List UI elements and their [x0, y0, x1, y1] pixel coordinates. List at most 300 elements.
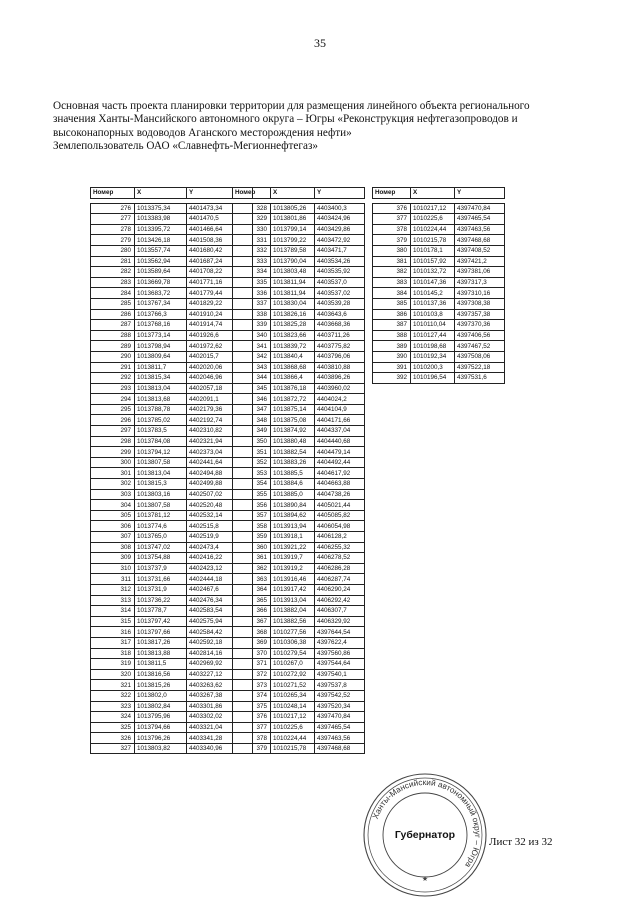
- point-number: 297: [91, 426, 135, 437]
- table-row: [233, 214, 365, 225]
- y-coordinate: 4397470,84: [455, 203, 505, 214]
- x-coordinate: 1013916,46: [271, 574, 315, 585]
- table-row: [233, 584, 365, 595]
- table-row: [233, 510, 365, 521]
- x-coordinate: 1010145,2: [411, 288, 455, 299]
- y-coordinate: 4397467,52: [455, 341, 505, 352]
- table-row: [91, 362, 253, 373]
- y-coordinate: 4402423,12: [187, 563, 253, 574]
- y-coordinate: 4397468,68: [315, 743, 365, 754]
- point-number: 348: [233, 415, 271, 426]
- x-coordinate: 1013882,54: [271, 447, 315, 458]
- point-number: 286: [91, 309, 135, 320]
- point-number: 352: [233, 457, 271, 468]
- x-coordinate: 1010217,12: [411, 203, 455, 214]
- x-coordinate: 1010127,44: [411, 330, 455, 341]
- y-coordinate: 4397520,34: [315, 701, 365, 712]
- x-coordinate: 1013811,94: [271, 288, 315, 299]
- x-coordinate: 1013798,94: [135, 341, 187, 352]
- x-coordinate: 1010277,56: [271, 627, 315, 638]
- table-row: [91, 616, 253, 627]
- point-number: 312: [91, 584, 135, 595]
- column-header-y: Y: [455, 188, 505, 199]
- column-header-y: Y: [315, 188, 365, 199]
- point-number: 375: [233, 701, 271, 712]
- table-row: [233, 532, 365, 543]
- y-coordinate: 4402494,88: [187, 468, 253, 479]
- y-coordinate: 4401926,6: [187, 330, 253, 341]
- y-coordinate: 4397370,36: [455, 320, 505, 331]
- table-row: [91, 553, 253, 564]
- point-number: 371: [233, 659, 271, 670]
- point-number: 313: [91, 595, 135, 606]
- point-number: 342: [233, 351, 271, 362]
- point-number: 288: [91, 330, 135, 341]
- point-number: 323: [91, 701, 135, 712]
- point-number: 290: [91, 351, 135, 362]
- header-line-1: Основная часть проекта планировки территории для размещения линейного объекта регионального: [53, 100, 530, 112]
- y-coordinate: 4403537,02: [315, 288, 365, 299]
- table-row: [233, 468, 365, 479]
- x-coordinate: 1010200,3: [411, 362, 455, 373]
- y-coordinate: 4401910,24: [187, 309, 253, 320]
- y-coordinate: 4403535,92: [315, 267, 365, 278]
- x-coordinate: 1013802,0: [135, 690, 187, 701]
- x-coordinate: 1013683,72: [135, 288, 187, 299]
- point-number: 338: [233, 309, 271, 320]
- table-row: [91, 701, 253, 712]
- table-row: [91, 532, 253, 543]
- coordinates-table-3: [372, 187, 505, 384]
- x-coordinate: 1010265,34: [271, 690, 315, 701]
- x-coordinate: 1010267,0: [271, 659, 315, 670]
- table-row: [233, 383, 365, 394]
- x-coordinate: 1010272,92: [271, 669, 315, 680]
- x-coordinate: 1013794,66: [135, 722, 187, 733]
- x-coordinate: 1013803,82: [135, 743, 187, 754]
- x-coordinate: 1010224,44: [271, 733, 315, 744]
- table-row: [91, 309, 253, 320]
- y-coordinate: 4397310,16: [455, 288, 505, 299]
- table-row: [233, 690, 365, 701]
- y-coordinate: 4397468,68: [455, 235, 505, 246]
- y-coordinate: 4406329,92: [315, 616, 365, 627]
- x-coordinate: 1013799,22: [271, 235, 315, 246]
- x-coordinate: 1013669,78: [135, 277, 187, 288]
- y-coordinate: 4403668,36: [315, 320, 365, 331]
- column-header-number: Номер: [91, 188, 135, 199]
- table-row: [91, 224, 253, 235]
- x-coordinate: 1010248,14: [271, 701, 315, 712]
- point-number: 293: [91, 383, 135, 394]
- table-row: [233, 245, 365, 256]
- official-seal: [360, 770, 490, 900]
- x-coordinate: 1013805,26: [271, 203, 315, 214]
- point-number: 305: [91, 510, 135, 521]
- point-number: 374: [233, 690, 271, 701]
- y-coordinate: 4402592,18: [187, 637, 253, 648]
- y-coordinate: 4403267,38: [187, 690, 253, 701]
- table-row: [233, 362, 365, 373]
- seal-center-text: Губернатор: [394, 829, 456, 841]
- point-number: 372: [233, 669, 271, 680]
- table-row: [91, 394, 253, 405]
- header-line-3: высоконапорных водоводов Аганского месторождения нефти»: [53, 126, 352, 139]
- x-coordinate: 1013894,62: [271, 510, 315, 521]
- table-row: [91, 256, 253, 267]
- x-coordinate: 1013794,12: [135, 447, 187, 458]
- table-row: [91, 521, 253, 532]
- y-coordinate: 4402814,16: [187, 648, 253, 659]
- point-number: 333: [233, 256, 271, 267]
- point-number: 377: [233, 722, 271, 733]
- y-coordinate: 4401914,74: [187, 320, 253, 331]
- x-coordinate: 1013884,6: [271, 479, 315, 490]
- x-coordinate: 1013840,4: [271, 351, 315, 362]
- point-number: 283: [91, 277, 135, 288]
- y-coordinate: 4403796,06: [315, 351, 365, 362]
- table-row: [373, 309, 505, 320]
- y-coordinate: 4401829,22: [187, 298, 253, 309]
- y-coordinate: 4402015,7: [187, 351, 253, 362]
- table-row: [91, 743, 253, 754]
- point-number: 295: [91, 404, 135, 415]
- y-coordinate: 4403960,02: [315, 383, 365, 394]
- x-coordinate: 1013830,04: [271, 298, 315, 309]
- x-coordinate: 1013813,04: [135, 468, 187, 479]
- table-row: [233, 680, 365, 691]
- point-number: 347: [233, 404, 271, 415]
- point-number: 368: [233, 627, 271, 638]
- point-number: 353: [233, 468, 271, 479]
- y-coordinate: 4397317,3: [455, 277, 505, 288]
- point-number: 327: [91, 743, 135, 754]
- x-coordinate: 1013811,94: [271, 277, 315, 288]
- x-coordinate: 1010271,52: [271, 680, 315, 691]
- x-coordinate: 1010215,78: [411, 235, 455, 246]
- point-number: 337: [233, 298, 271, 309]
- table-row: [91, 510, 253, 521]
- y-coordinate: 4397531,6: [455, 373, 505, 384]
- table-header-row: [373, 188, 505, 199]
- point-number: 317: [91, 637, 135, 648]
- x-coordinate: 1013783,5: [135, 426, 187, 437]
- y-coordinate: 4402444,18: [187, 574, 253, 585]
- point-number: 350: [233, 436, 271, 447]
- x-coordinate: 1010110,04: [411, 320, 455, 331]
- point-number: 354: [233, 479, 271, 490]
- table-row: [91, 415, 253, 426]
- table-row: [233, 637, 365, 648]
- x-coordinate: 1013773,14: [135, 330, 187, 341]
- point-number: 331: [233, 235, 271, 246]
- table-row: [233, 298, 365, 309]
- point-number: 324: [91, 712, 135, 723]
- point-number: 341: [233, 341, 271, 352]
- y-coordinate: 4402507,02: [187, 489, 253, 500]
- x-coordinate: 1013919,2: [271, 563, 315, 574]
- y-coordinate: 4401687,24: [187, 256, 253, 267]
- point-number: 291: [91, 362, 135, 373]
- table-row: [233, 457, 365, 468]
- column-header-x: X: [135, 188, 187, 199]
- x-coordinate: 1013913,04: [271, 595, 315, 606]
- y-coordinate: 4404104,9: [315, 404, 365, 415]
- x-coordinate: 1010306,38: [271, 637, 315, 648]
- point-number: 284: [91, 288, 135, 299]
- table-header-row: [233, 188, 365, 199]
- point-number: 335: [233, 277, 271, 288]
- y-coordinate: 4403321,04: [187, 722, 253, 733]
- x-coordinate: 1013876,18: [271, 383, 315, 394]
- point-number: 344: [233, 373, 271, 384]
- y-coordinate: 4397540,1: [315, 669, 365, 680]
- x-coordinate: 1013913,94: [271, 521, 315, 532]
- y-coordinate: 4403643,6: [315, 309, 365, 320]
- x-coordinate: 1013875,08: [271, 415, 315, 426]
- y-coordinate: 4397644,54: [315, 627, 365, 638]
- table-row: [91, 288, 253, 299]
- point-number: 391: [373, 362, 411, 373]
- point-number: 302: [91, 479, 135, 490]
- y-coordinate: 4402499,88: [187, 479, 253, 490]
- y-coordinate: 4404337,04: [315, 426, 365, 437]
- point-number: 303: [91, 489, 135, 500]
- point-number: 365: [233, 595, 271, 606]
- table-row: [373, 267, 505, 278]
- x-coordinate: 1013784,08: [135, 436, 187, 447]
- y-coordinate: 4404479,14: [315, 447, 365, 458]
- point-number: 378: [373, 224, 411, 235]
- point-number: 277: [91, 214, 135, 225]
- y-coordinate: 4405085,82: [315, 510, 365, 521]
- x-coordinate: 1013765,0: [135, 532, 187, 543]
- table-row: [233, 224, 365, 235]
- table-row: [373, 351, 505, 362]
- x-coordinate: 1010192,34: [411, 351, 455, 362]
- table-row: [233, 500, 365, 511]
- x-coordinate: 1013801,86: [271, 214, 315, 225]
- x-coordinate: 1013803,48: [271, 267, 315, 278]
- table-row: [233, 447, 365, 458]
- x-coordinate: 1013921,22: [271, 542, 315, 553]
- x-coordinate: 1013890,84: [271, 500, 315, 511]
- y-coordinate: 4401771,16: [187, 277, 253, 288]
- point-number: 345: [233, 383, 271, 394]
- column-header-y: Y: [187, 188, 253, 199]
- document-header: [53, 100, 593, 154]
- point-number: 285: [91, 298, 135, 309]
- y-coordinate: 4403301,86: [187, 701, 253, 712]
- table-row: [91, 574, 253, 585]
- x-coordinate: 1010137,36: [411, 298, 455, 309]
- x-coordinate: 1010103,8: [411, 309, 455, 320]
- y-coordinate: 4403810,88: [315, 362, 365, 373]
- y-coordinate: 4402057,18: [187, 383, 253, 394]
- y-coordinate: 4402046,96: [187, 373, 253, 384]
- table-row: [373, 298, 505, 309]
- point-number: 322: [91, 690, 135, 701]
- x-coordinate: 1013872,72: [271, 394, 315, 405]
- table-row: [91, 542, 253, 553]
- x-coordinate: 1013736,22: [135, 595, 187, 606]
- y-coordinate: 4402091,1: [187, 394, 253, 405]
- x-coordinate: 1013815,34: [135, 373, 187, 384]
- x-coordinate: 1010132,72: [411, 267, 455, 278]
- x-coordinate: 1010147,36: [411, 277, 455, 288]
- point-number: 279: [91, 235, 135, 246]
- y-coordinate: 4401680,42: [187, 245, 253, 256]
- table-row: [91, 500, 253, 511]
- table-row: [373, 330, 505, 341]
- y-coordinate: 4401470,5: [187, 214, 253, 225]
- x-coordinate: 1013825,28: [271, 320, 315, 331]
- table-row: [233, 648, 365, 659]
- table-row: [373, 362, 505, 373]
- point-number: 357: [233, 510, 271, 521]
- table-row: [91, 489, 253, 500]
- x-coordinate: 1013885,0: [271, 489, 315, 500]
- y-coordinate: 4403534,26: [315, 256, 365, 267]
- x-coordinate: 1013795,96: [135, 712, 187, 723]
- table-row: [91, 637, 253, 648]
- y-coordinate: 4402584,42: [187, 627, 253, 638]
- x-coordinate: 1010225,6: [271, 722, 315, 733]
- table-row: [233, 415, 365, 426]
- x-coordinate: 1013768,16: [135, 320, 187, 331]
- point-number: 379: [233, 743, 271, 754]
- point-number: 330: [233, 224, 271, 235]
- point-number: 370: [233, 648, 271, 659]
- point-number: 311: [91, 574, 135, 585]
- y-coordinate: 4403340,96: [187, 743, 253, 754]
- point-number: 382: [373, 267, 411, 278]
- x-coordinate: 1010215,78: [271, 743, 315, 754]
- table-row: [233, 574, 365, 585]
- table-row: [91, 479, 253, 490]
- y-coordinate: 4397463,56: [455, 224, 505, 235]
- point-number: 329: [233, 214, 271, 225]
- table-row: [91, 595, 253, 606]
- table-row: [91, 659, 253, 670]
- x-coordinate: 1013781,12: [135, 510, 187, 521]
- y-coordinate: 4403775,82: [315, 341, 365, 352]
- x-coordinate: 1013785,02: [135, 415, 187, 426]
- table-row: [91, 468, 253, 479]
- point-number: 289: [91, 341, 135, 352]
- y-coordinate: 4406286,28: [315, 563, 365, 574]
- page-number: 35: [314, 36, 326, 50]
- table-row: [233, 436, 365, 447]
- point-number: 360: [233, 542, 271, 553]
- table-row: [233, 701, 365, 712]
- point-number: 326: [91, 733, 135, 744]
- point-number: 321: [91, 680, 135, 691]
- table-row: [91, 733, 253, 744]
- y-coordinate: 4403424,96: [315, 214, 365, 225]
- point-number: 299: [91, 447, 135, 458]
- y-coordinate: 4403429,86: [315, 224, 365, 235]
- y-coordinate: 4397508,06: [455, 351, 505, 362]
- point-number: 388: [373, 330, 411, 341]
- x-coordinate: 1013766,3: [135, 309, 187, 320]
- table-row: [91, 627, 253, 638]
- y-coordinate: 4402532,14: [187, 510, 253, 521]
- x-coordinate: 1013426,18: [135, 235, 187, 246]
- table-row: [233, 277, 365, 288]
- point-number: 287: [91, 320, 135, 331]
- y-coordinate: 4403471,7: [315, 245, 365, 256]
- point-number: 319: [91, 659, 135, 670]
- table-row: [91, 584, 253, 595]
- y-coordinate: 4397542,52: [315, 690, 365, 701]
- table-row: [91, 341, 253, 352]
- y-coordinate: 4404738,26: [315, 489, 365, 500]
- point-number: 366: [233, 606, 271, 617]
- x-coordinate: 1013826,16: [271, 309, 315, 320]
- y-coordinate: 4401508,36: [187, 235, 253, 246]
- table-row: [233, 659, 365, 670]
- table-row: [373, 214, 505, 225]
- x-coordinate: 1013796,26: [135, 733, 187, 744]
- point-number: 300: [91, 457, 135, 468]
- x-coordinate: 1013799,14: [271, 224, 315, 235]
- point-number: 381: [373, 256, 411, 267]
- table-row: [91, 457, 253, 468]
- x-coordinate: 1013919,7: [271, 553, 315, 564]
- table-row: [373, 288, 505, 299]
- y-coordinate: 4401972,62: [187, 341, 253, 352]
- table-row: [91, 277, 253, 288]
- header-line-2: значения Ханты-Мансийского автономного округа – Югры «Реконструкция нефтегазопроводов и: [53, 113, 518, 126]
- table-row: [233, 553, 365, 564]
- y-coordinate: 4402416,22: [187, 553, 253, 564]
- y-coordinate: 4397421,2: [455, 256, 505, 267]
- table-row: [91, 447, 253, 458]
- table-row: [91, 722, 253, 733]
- point-number: 316: [91, 627, 135, 638]
- x-coordinate: 1013790,04: [271, 256, 315, 267]
- y-coordinate: 4403227,12: [187, 669, 253, 680]
- x-coordinate: 1013874,92: [271, 426, 315, 437]
- point-number: 309: [91, 553, 135, 564]
- x-coordinate: 1013839,72: [271, 341, 315, 352]
- y-coordinate: 4402520,48: [187, 500, 253, 511]
- point-number: 339: [233, 320, 271, 331]
- x-coordinate: 1013383,98: [135, 214, 187, 225]
- y-coordinate: 4406054,98: [315, 521, 365, 532]
- y-coordinate: 4397544,64: [315, 659, 365, 670]
- table-row: [233, 669, 365, 680]
- y-coordinate: 4402476,34: [187, 595, 253, 606]
- table-row: [91, 426, 253, 437]
- y-coordinate: 4397465,54: [455, 214, 505, 225]
- point-number: 376: [373, 203, 411, 214]
- table-header-row: [91, 188, 253, 199]
- table-row: [233, 722, 365, 733]
- y-coordinate: 4397470,84: [315, 712, 365, 723]
- point-number: 332: [233, 245, 271, 256]
- x-coordinate: 1010217,12: [271, 712, 315, 723]
- point-number: 310: [91, 563, 135, 574]
- table-row: [233, 203, 365, 214]
- y-coordinate: 4404024,2: [315, 394, 365, 405]
- y-coordinate: 4397463,56: [315, 733, 365, 744]
- x-coordinate: 1013807,58: [135, 500, 187, 511]
- table-row: [233, 733, 365, 744]
- x-coordinate: 1010178,1: [411, 245, 455, 256]
- table-row: [233, 373, 365, 384]
